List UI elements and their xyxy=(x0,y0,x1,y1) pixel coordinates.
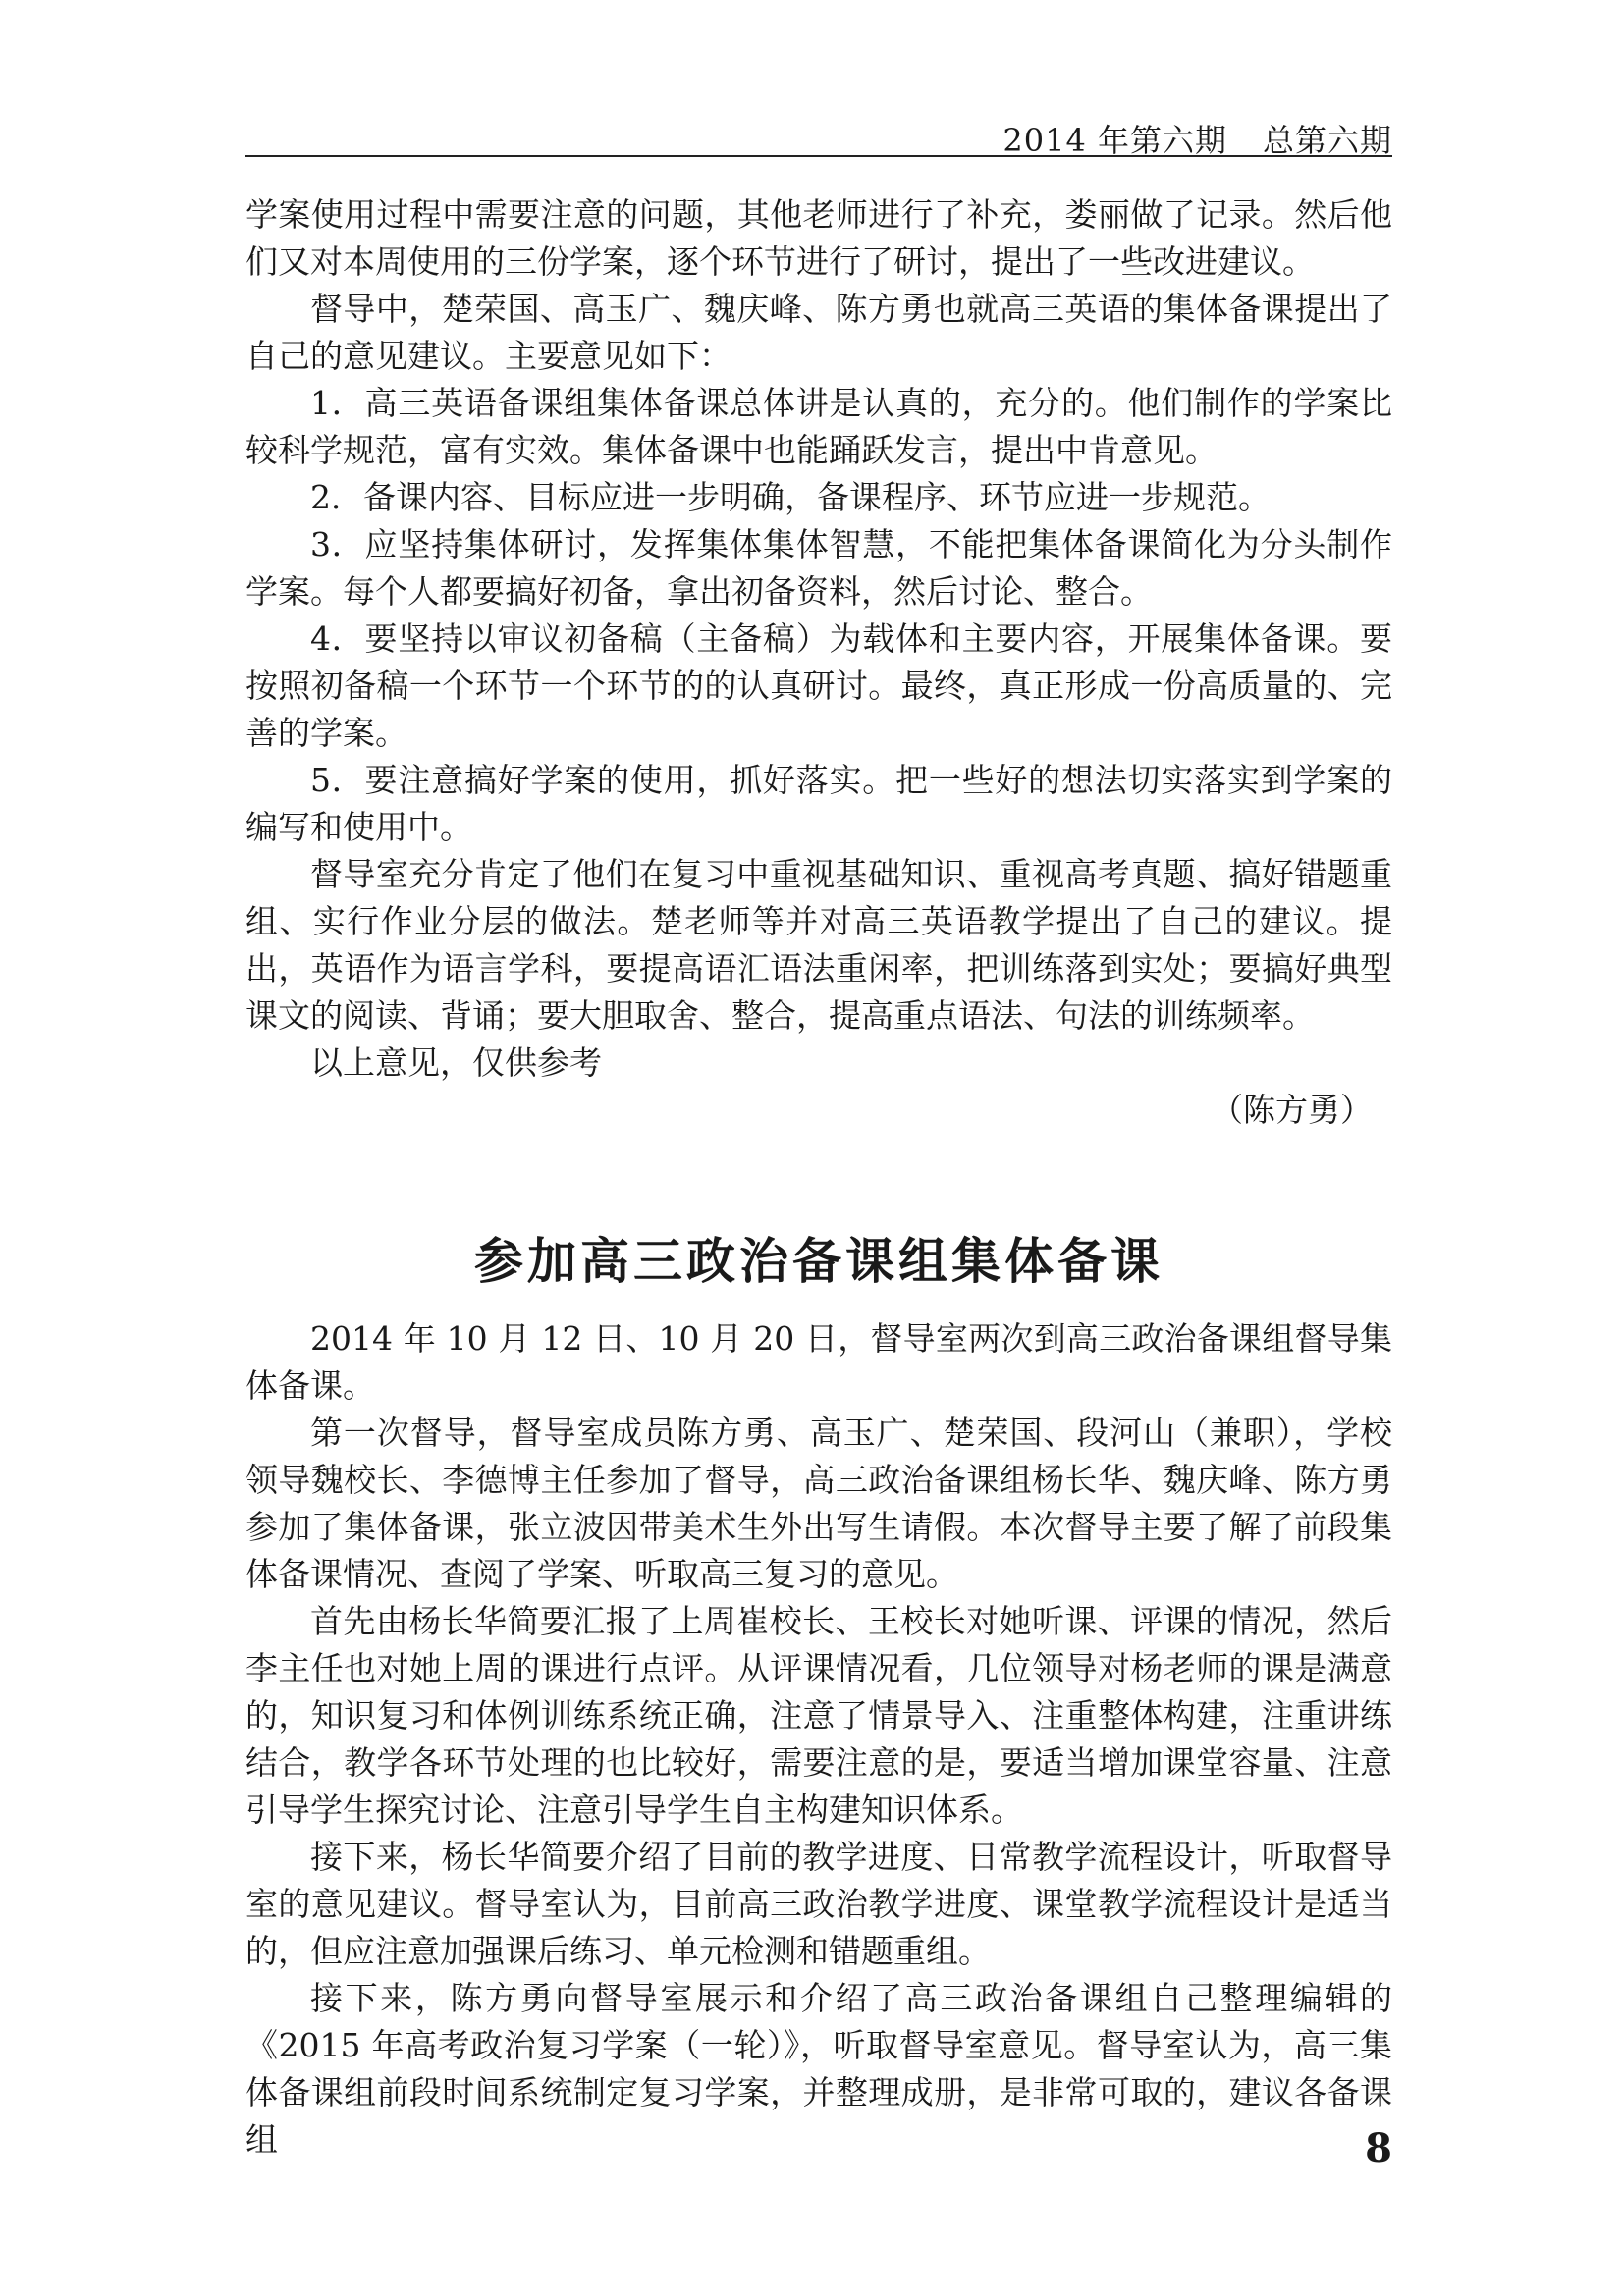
header-issue: 2014 年第六期 xyxy=(1002,122,1227,159)
section1-paragraph: 1．高三英语备课组集体备课总体讲是认真的，充分的。他们制作的学案比较科学规范，富有实效。集体备课中也能踊跃发言，提出中肯意见。 xyxy=(245,384,1392,469)
section1-paragraph: 2．备课内容、目标应进一步明确，备课程序、环节应进一步规范。 xyxy=(310,478,1271,516)
section1-paragraph: 5．要注意搞好学案的使用，抓好落实。把一些好的想法切实落实到学案的编写和使用中。 xyxy=(245,761,1392,846)
section2-paragraph: 第一次督导，督导室成员陈方勇、高玉广、楚荣国、段河山（兼职），学校领导魏校长、李德博主任参加了督导，高三政治备课组杨长华、魏庆峰、陈方勇参加了集体备课，张立波因带美术生外出写生请假。本次督导主要了解了前段集体备课情况、查阅了学案、听取高三复习的意见。 xyxy=(245,1414,1392,1593)
article-title: 参加高三政治备课组集体备课 xyxy=(474,1232,1164,1290)
section2-paragraph: 2014 年 10 月 12 日、10 月 20 日，督导室两次到高三政治备课组督导集体备课。 xyxy=(245,1319,1392,1405)
section1-paragraph: 3．应坚持集体研讨，发挥集体集体智慧，不能把集体备课简化为分头制作学案。每个人都要搞好初备，拿出初备资料，然后讨论、整合。 xyxy=(245,525,1392,611)
running-header xyxy=(245,108,1392,157)
header-total: 总第六期 xyxy=(1262,122,1392,159)
section2-body xyxy=(245,1315,1392,2163)
section2-paragraph: 接下来，陈方勇向督导室展示和介绍了高三政治备课组自己整理编辑的《2015 年高考政治复习学案（一轮）》，听取督导室意见。督导室认为，高三集体备课组前段时间系统制定复习学案，并整理成册，是非常可取的，建议各备课组 xyxy=(245,1979,1392,2159)
section2-paragraph: 接下来，杨长华简要介绍了目前的教学进度、日常教学流程设计，听取督导室的意见建议。督导室认为，目前高三政治教学进度、课堂教学流程设计是适当的，但应注意加强课后练习、单元检测和错题重组。 xyxy=(245,1838,1392,1970)
section1-paragraph: 督导室充分肯定了他们在复习中重视基础知识、重视高考真题、搞好错题重组、实行作业分层的做法。楚老师等并对高三英语教学提出了自己的建议。提出，英语作为语言学科，要提高语汇语法重闲率，把训练落到实处；要搞好典型课文的阅读、背诵；要大胆取舍、整合，提高重点语法、句法的训练频率。 xyxy=(245,855,1392,1035)
section1-paragraph: 4．要坚持以审议初备稿（主备稿）为载体和主要内容，开展集体备课。要按照初备稿一个环节一个环节的的认真研讨。最终，真正形成一份高质量的、完善的学案。 xyxy=(245,619,1392,752)
section1-paragraph: 以上意见，仅供参考 xyxy=(310,1043,602,1082)
section1-body xyxy=(245,191,1392,1134)
header-rule xyxy=(245,155,1392,157)
page-number: 8 xyxy=(1365,2125,1392,2171)
signature: （陈方勇） xyxy=(1211,1091,1373,1129)
section2-paragraph: 首先由杨长华简要汇报了上周崔校长、王校长对她听课、评课的情况，然后李主任也对她上周的课进行点评。从评课情况看，几位领导对杨老师的课是满意的，知识复习和体例训练系统正确，注意了情景导入、注重整体构建，注重讲练结合，教学各环节处理的也比较好，需要注意的是，要适当增加课堂容量、注意引导学生探究讨论、注意引导学生自主构建知识体系。 xyxy=(245,1602,1392,1829)
section1-paragraph: 学案使用过程中需要注意的问题，其他老师进行了补充，娄丽做了记录。然后他们又对本周使用的三份学案，逐个环节进行了研讨，提出了一些改进建议。 xyxy=(245,195,1392,281)
section1-paragraph: 督导中，楚荣国、高玉广、魏庆峰、陈方勇也就高三英语的集体备课提出了自己的意见建议。主要意见如下： xyxy=(245,290,1392,375)
